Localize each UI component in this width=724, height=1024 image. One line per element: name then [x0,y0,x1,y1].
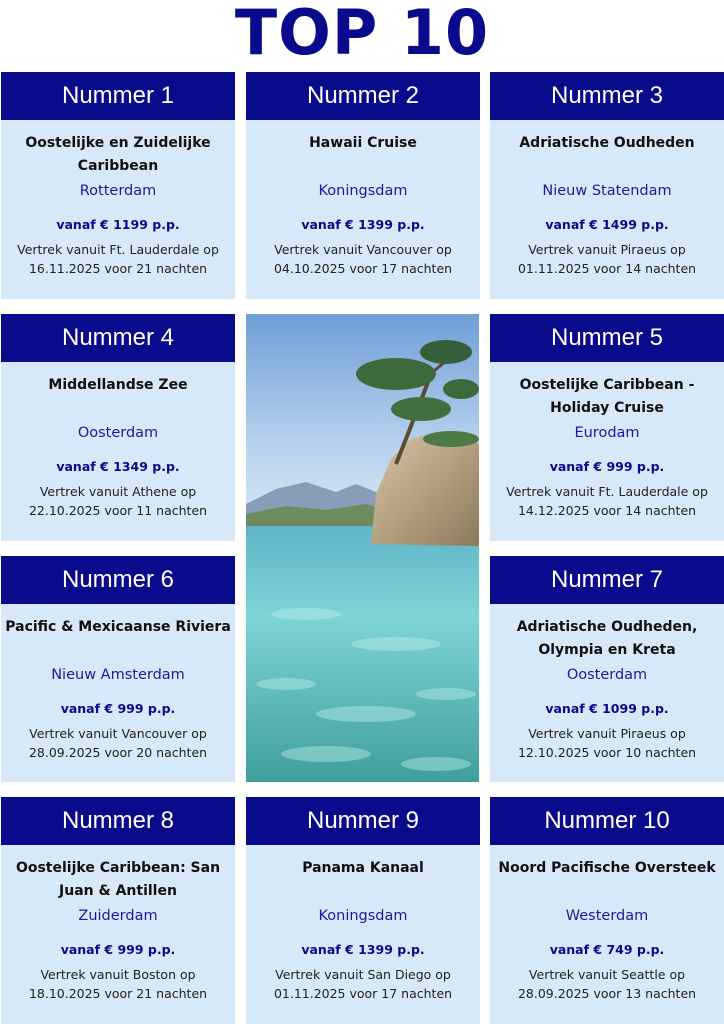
price: vanaf € 749 p.p. [549,942,665,957]
price: vanaf € 1099 p.p. [545,701,669,716]
price: vanaf € 1199 p.p. [56,217,180,232]
cruise-card-5[interactable] [490,314,724,541]
cruise-name: Middellandse Zee [48,377,188,393]
departure-details [29,482,207,520]
price: vanaf € 999 p.p. [60,701,176,716]
cruise-name: Adriatische Oudheden [519,135,695,151]
price: vanaf € 999 p.p. [60,942,176,957]
cruise-name: Hawaii Cruise [309,135,417,151]
price: vanaf € 1499 p.p. [545,217,669,232]
cruise-name: Adriatische Oudheden, Olympia en Kreta [516,619,698,658]
ship-name: Nieuw Amsterdam [51,667,185,683]
date-line: 14.12.2025 voor 14 nachten [517,503,697,518]
cruise-name: Oostelijke Caribbean - Holiday Cruise [519,377,695,416]
cruise-name: Panama Kanaal [302,860,424,876]
departure-line: Vertrek vanuit Seattle op [528,967,686,982]
departure-line: Vertrek vanuit Ft. Lauderdale op [506,484,708,499]
departure-line: Vertrek vanuit Vancouver op [29,726,207,741]
ship-name: Eurodam [574,425,640,441]
departure-details [506,482,708,520]
cruise-card-2[interactable] [246,72,480,299]
departure-details [518,724,696,762]
price: vanaf € 1399 p.p. [301,942,425,957]
departure-details [17,240,219,278]
ship-name: Koningsdam [318,183,408,199]
card-header: Nummer 7 [490,556,724,604]
card-header: Nummer 1 [1,72,235,120]
date-line: 28.09.2025 voor 20 nachten [28,745,208,760]
departure-details [274,240,452,278]
ship-name: Westerdam [565,908,649,924]
price: vanaf € 999 p.p. [549,459,665,474]
departure-details [29,724,207,762]
ship-name: Zuiderdam [78,908,158,924]
ship-name: Oosterdam [77,425,159,441]
card-header: Nummer 4 [1,314,235,362]
cruise-card-9[interactable] [246,797,480,1024]
departure-line: Vertrek vanuit San Diego op [275,967,451,982]
card-header: Nummer 8 [1,797,235,845]
cruise-card-6[interactable] [1,556,235,782]
date-line: 28.09.2025 voor 13 nachten [517,986,697,1001]
ship-name: Nieuw Statendam [542,183,672,199]
card-header: Nummer 2 [246,72,480,120]
date-line: 18.10.2025 voor 21 nachten [28,986,208,1001]
departure-details [274,965,452,1003]
cruise-name: Noord Pacifische Oversteek [498,860,716,876]
cruise-card-10[interactable] [490,797,724,1024]
cruise-card-8[interactable] [1,797,235,1024]
departure-line: Vertrek vanuit Vancouver op [274,242,452,257]
date-line: 01.11.2025 voor 14 nachten [517,261,697,276]
date-line: 16.11.2025 voor 21 nachten [28,261,208,276]
cruise-name: Oostelijke Caribbean: San Juan & Antillen [15,860,221,899]
date-line: 22.10.2025 voor 11 nachten [28,503,208,518]
departure-line: Vertrek vanuit Athene op [39,484,197,499]
departure-line: Vertrek vanuit Piraeus op [528,242,686,257]
ship-name: Rotterdam [79,183,157,199]
cruise-card-4[interactable] [1,314,235,541]
departure-line: Vertrek vanuit Piraeus op [528,726,686,741]
departure-details [518,240,696,278]
departure-details [518,965,696,1003]
cruise-card-7[interactable] [490,556,724,782]
page-title: TOP 10 [234,0,490,69]
date-line: 01.11.2025 voor 17 nachten [273,986,453,1001]
cruise-name: Pacific & Mexicaanse Riviera [5,619,231,635]
coast-landscape-photo [246,314,479,782]
coast-landscape-image [246,314,479,782]
cruise-card-1[interactable] [1,72,235,299]
departure-line: Vertrek vanuit Boston op [40,967,196,982]
cruise-name: Oostelijke en Zuidelijke Caribbean [25,135,211,174]
card-header: Nummer 3 [490,72,724,120]
departure-details [29,965,207,1003]
card-header: Nummer 6 [1,556,235,604]
price: vanaf € 1399 p.p. [301,217,425,232]
cruise-card-3[interactable] [490,72,724,299]
date-line: 04.10.2025 voor 17 nachten [273,261,453,276]
departure-line: Vertrek vanuit Ft. Lauderdale op [17,242,219,257]
card-header: Nummer 10 [490,797,724,845]
ship-name: Oosterdam [566,667,648,683]
ship-name: Koningsdam [318,908,408,924]
card-header: Nummer 9 [246,797,480,845]
price: vanaf € 1349 p.p. [56,459,180,474]
date-line: 12.10.2025 voor 10 nachten [517,745,697,760]
card-header: Nummer 5 [490,314,724,362]
